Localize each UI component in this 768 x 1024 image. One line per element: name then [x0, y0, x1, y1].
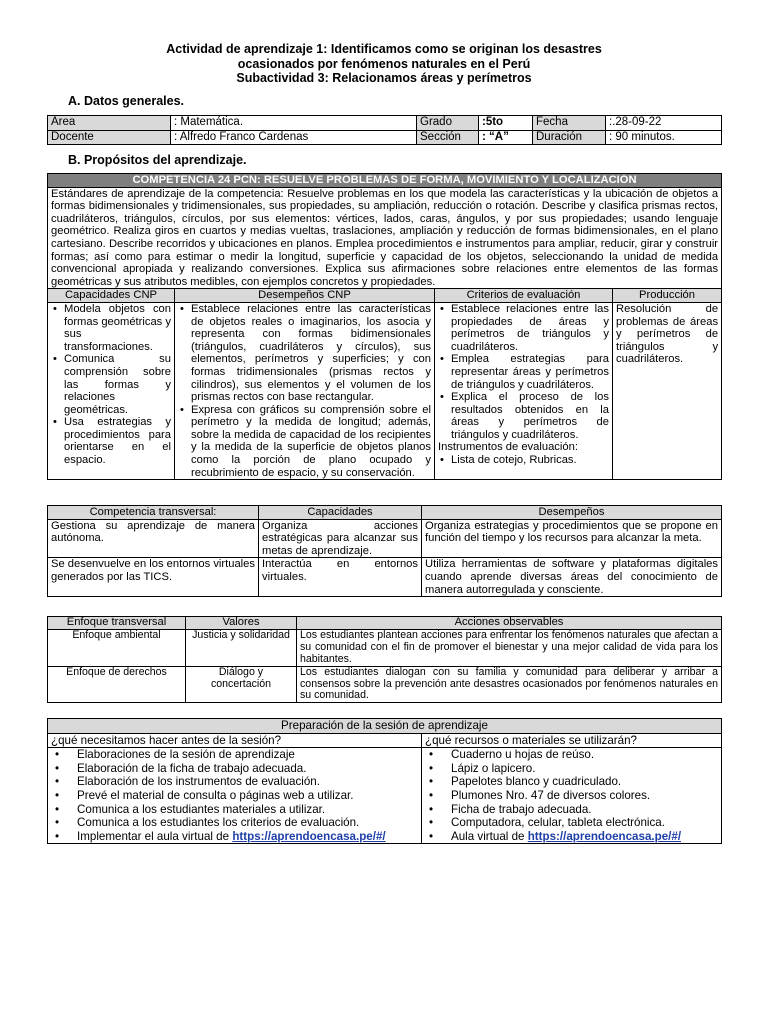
competencia-estandar: Estándares de aprendizaje de la competencia: Resuelve problemas en los que modela las características y la ubicación de objetos a formas bidimensionales y tridimensionales, sus propiedades, su ampliación, reducción o rotación. Describe y clasifica prismas rectos, cuadriláteros, triángulos, círculos, por sus elementos: vértices, lados, caras, ángulos, y por sus propiedades; usando lenguaje geométrico. Realiza giros en cuartos y medias vueltas, traslaciones, ampliación y reducción de formas bidimensionales, en el plano cartesiano. Describe recorridos y ubicaciones en planos. Emplea procedimientos e instrumentos para ampliar, reducir, girar y construir formas; así como para estimar o medir la longitud, superficie y capacidad de los objetos, seleccionando la unidad de medida convencional apropiada y realizando conversiones. Explica sus afirmaciones sobre relaciones entre elementos de las formas geométricas y sus atributos medibles, con ejemplos concretos y propiedades.: [48, 187, 722, 289]
produccion-cell: Resolución de problemas de áreas y perímetros de triángulos y cuadriláteros.: [613, 302, 722, 479]
grado-value: :5to: [479, 116, 533, 131]
list-item: • Elaboraciones de la sesión de aprendizaje: [77, 748, 418, 762]
title-line-1: Actividad de aprendizaje 1: Identificamos como se originan los desastres: [166, 42, 602, 56]
list-item: • Lista de cotejo, Rubricas.: [451, 454, 609, 467]
area-value: : Matemática.: [171, 116, 417, 131]
docente-label: Docente: [48, 130, 171, 145]
col-valores: Valores: [186, 617, 297, 630]
list-item-text: Aula virtual de: [451, 829, 528, 843]
table-cell: Organiza estrategias y procedimientos que se propone en función del tiempo y los recursos para alcanzar la meta.: [422, 519, 722, 558]
recursos-list: [425, 748, 718, 843]
list-item: • Elaboración de los instrumentos de evaluación.: [77, 775, 418, 789]
area-label: Área: [48, 116, 171, 131]
criterios-list: [438, 303, 609, 442]
competencia-header: COMPETENCIA 24 PCN: RESUELVE PROBLEMAS DE FORMA, MOVIMIENTO Y LOCALIZACIÓN: [48, 174, 722, 188]
table-cell: Enfoque de derechos: [48, 666, 186, 703]
enfoque-table: [47, 616, 722, 703]
list-item: • Comunica su comprensión sobre las formas y relaciones geométricas.: [64, 353, 171, 416]
desempenos-list: [178, 303, 431, 479]
table-cell: Gestiona su aprendizaje de manera autónoma.: [48, 519, 259, 558]
seccion-value: : “A”: [479, 130, 533, 145]
recursos-cell: [422, 748, 722, 844]
table-row: [48, 519, 722, 558]
desempenos-cell: [175, 302, 435, 479]
list-item: • Comunica a los estudiantes materiales a utilizar.: [77, 803, 418, 817]
list-item: • Expresa con gráficos su comprensión sobre el perímetro y la medida de longitud; además, sobre la medida de capacidad de los recipientes y la medida de la superficie de objetos planos como la porción de plano ocupado y recubrimiento de espacio, y su conservación.: [191, 404, 431, 480]
capacidades-list: [51, 303, 171, 467]
grado-label: Grado: [417, 116, 479, 131]
table-row: [48, 629, 722, 666]
col-capacidades: Capacidades CNP: [48, 289, 175, 303]
list-item: • Elaboración de la ficha de trabajo adecuada.: [77, 762, 418, 776]
fecha-label: Fecha: [533, 116, 606, 131]
section-b-heading: B. Propósitos del aprendizaje.: [68, 153, 247, 167]
col-capacidades-transversal: Capacidades: [259, 506, 422, 520]
title-line-3: Subactividad 3: Relacionamos áreas y perímetros: [236, 71, 532, 85]
col-produccion: Producción: [613, 289, 722, 303]
transversal-table: [47, 505, 722, 597]
col-criterios: Criterios de evaluación: [435, 289, 613, 303]
section-a-heading: A. Datos generales.: [68, 94, 185, 108]
aula-virtual-link[interactable]: https://aprendoencasa.pe/#/: [527, 829, 682, 843]
col-recursos: ¿qué recursos o materiales se utilizarán?: [422, 733, 722, 748]
list-item: • Establece relaciones entre las propiedades de áreas y perímetros de triángulos y cuadriláteros.: [451, 303, 609, 353]
col-desempenos-transversal: Desempeños: [422, 506, 722, 520]
table-row: [48, 666, 722, 703]
table-cell: Los estudiantes dialogan con su familia y comunidad para deliberar y arribar a consensos sobre la prevención ante desastres ocasionados por fenómenos naturales en su comunidad.: [297, 666, 722, 703]
col-antes: ¿qué necesitamos hacer antes de la sesión?: [48, 733, 422, 748]
table-cell: Organiza acciones estratégicas para alcanzar sus metas de aprendizaje.: [259, 519, 422, 558]
table-cell: Diálogo y concertación: [186, 666, 297, 703]
table-cell: Interactúa en entornos virtuales.: [259, 558, 422, 597]
list-item: • Modela objetos con formas geométricas y sus transformaciones.: [64, 303, 171, 353]
title-line-2: ocasionados por fenómenos naturales en el Perú: [237, 56, 531, 71]
seccion-label: Sección: [417, 130, 479, 145]
col-acciones: Acciones observables: [297, 617, 722, 630]
col-competencia-transversal: Competencia transversal:: [48, 506, 259, 520]
table-cell: Justicia y solidaridad: [186, 629, 297, 666]
instrumentos-list: [438, 454, 609, 467]
col-desempenos: Desempeños CNP: [175, 289, 435, 303]
list-item: • Computadora, celular, tableta electrónica.: [451, 816, 718, 830]
antes-cell: [48, 748, 422, 844]
list-item: • Emplea estrategias para representar áreas y perímetros de triángulos y cuadriláteros.: [451, 353, 609, 391]
criterios-cell: [435, 302, 613, 479]
list-item: • Prevé el material de consulta o páginas web a utilizar.: [77, 789, 418, 803]
preparacion-table: [47, 718, 722, 844]
list-item: • Explica el proceso de los resultados obtenidos en la áreas y perímetros de triángulos y cuadriláteros.: [451, 391, 609, 441]
list-item: • Ficha de trabajo adecuada.: [451, 803, 718, 817]
fecha-value: :.28-09-22: [606, 116, 722, 131]
capacidades-cell: [48, 302, 175, 479]
duracion-label: Duración: [533, 130, 606, 145]
table-cell: Enfoque ambiental: [48, 629, 186, 666]
antes-list: [51, 748, 418, 843]
competencia-table: [47, 173, 722, 480]
general-data-table: [47, 115, 722, 145]
table-cell: Utiliza herramientas de software y plataformas digitales cuando aprende diversas áreas del conocimiento de manera autorregulada y consciente.: [422, 558, 722, 597]
list-item: • Lápiz o lapicero.: [451, 762, 718, 776]
list-item: • Comunica a los estudiantes los criterios de evaluación.: [77, 816, 418, 830]
list-item: • Papelotes blanco y cuadriculado.: [451, 775, 718, 789]
list-item: [77, 830, 418, 844]
duracion-value: : 90 minutos.: [606, 130, 722, 145]
list-item: [451, 830, 718, 844]
document-title: [0, 42, 768, 86]
list-item: • Establece relaciones entre las características de objetos reales o imaginarios, los asocia y representa con formas bidimensionales (triángulos, cuadriláteros y círculos), sus elementos, perímetros y superficies; y con formas tridimensionales (prismas rectos y cilindros), sus elementos y el volumen de los prismas rectos con base rectangular.: [191, 303, 431, 404]
list-item: • Usa estrategias y procedimientos para orientarse en el espacio.: [64, 416, 171, 466]
table-cell: Se desenvuelve en los entornos virtuales generados por las TICS.: [48, 558, 259, 597]
docente-value: : Alfredo Franco Cardenas: [171, 130, 417, 145]
aula-virtual-link[interactable]: https://aprendoencasa.pe/#/: [232, 829, 386, 843]
instrumentos-label: Instrumentos de evaluación:: [438, 441, 578, 454]
col-enfoque: Enfoque transversal: [48, 617, 186, 630]
table-cell: Los estudiantes plantean acciones para enfrentar los fenómenos naturales que afectan a su comunidad con el fin de promover el bienestar y una mejor calidad de vida para los habitantes.: [297, 629, 722, 666]
preparacion-header: Preparación de la sesión de aprendizaje: [48, 719, 722, 734]
table-row: [48, 558, 722, 597]
list-item: • Plumones Nro. 47 de diversos colores.: [451, 789, 718, 803]
list-item-text: Implementar el aula virtual de: [77, 829, 233, 843]
list-item: • Cuaderno u hojas de reúso.: [451, 748, 718, 762]
